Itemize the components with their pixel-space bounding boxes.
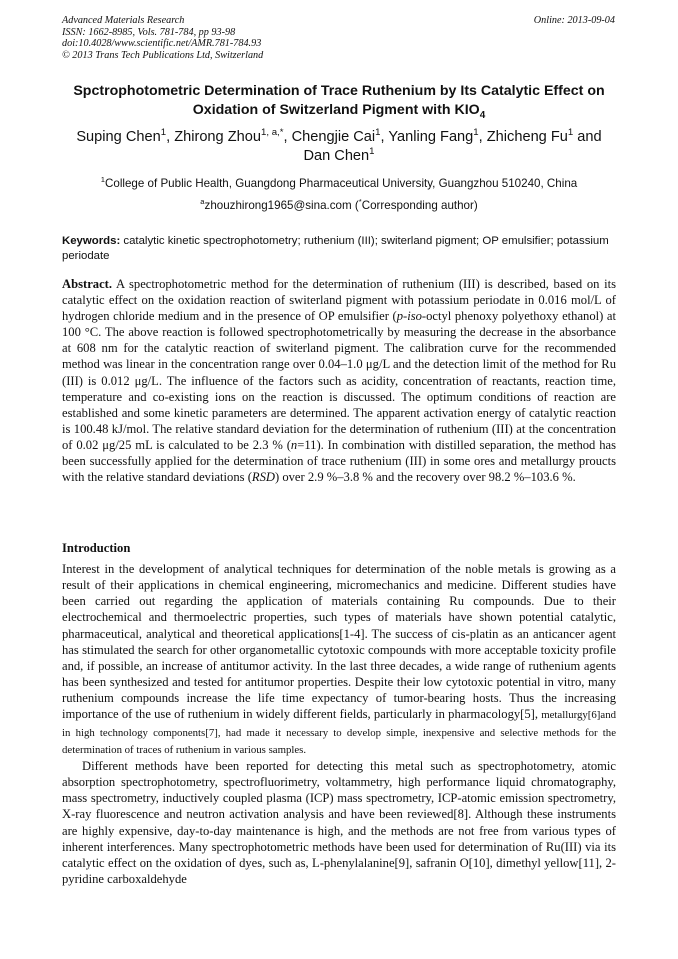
issn-line: ISSN: 1662-8985, Vols. 781-784, pp 93-98 xyxy=(62,26,236,38)
introduction-body xyxy=(62,561,616,887)
author-separator: , xyxy=(283,129,292,145)
title-text: Spctrophotometric Determination of Trace Ruthenium by Its Catalytic Effect on Oxidation of Switzerland Pigment with KIO xyxy=(73,83,605,118)
abstract-italic: RSD xyxy=(251,470,275,485)
journal-name: Advanced Materials Research xyxy=(62,15,185,26)
section-heading-introduction: Introduction xyxy=(62,541,131,555)
intro-paragraph xyxy=(62,561,616,758)
keywords-text: catalytic kinetic spectrophotometry; ruthenium (III); switerland pigment; OP emulsifier; potassium periodate xyxy=(62,235,609,262)
author-separator: , xyxy=(478,129,487,145)
corresponding-mark: * xyxy=(358,197,362,207)
author-name: Dan Chen xyxy=(303,148,370,164)
author-name: Yanling Fang xyxy=(388,129,474,145)
author-affil-mark: 1 xyxy=(160,127,167,139)
author-affil-mark: 1 xyxy=(375,127,381,139)
author-affil-mark: 1, a,* xyxy=(261,127,284,139)
title-subscript: 4 xyxy=(479,109,486,121)
affiliation-text: College of Public Health, Guangdong Pharmaceutical University, Guangzhou 510240, China xyxy=(105,177,578,190)
abstract-italic: n xyxy=(290,437,298,452)
author-affil-mark: 1 xyxy=(369,146,375,158)
abstract xyxy=(62,276,616,485)
abstract-text: ) over 2.9 %–3.8 % and the recovery over 98.2 %–103.6 %. xyxy=(275,470,576,485)
intro-text: Interest in the development of analytical techniques for determination of the noble metals is growing as a result of their applications in chemical engineering, micromechanics and medicine. Different studies have been carried out regarding the application of materials containing Ru compounds. Due to their electrochemical and thermoelectric properties, such types of materials have shown potential catalytic, pharmaceutical, analytical and theoretical applications[1-4]. The success of cis-platin as an anticancer agent has stimulated the search for other organometallic cytotoxic compounds with more acceptable toxicity profile and, if possible, an increase of antitumor activity. In the last three decades, a wide range of ruthenium agents has been synthesized and tested for antitumor properties. Despite their low cytotoxic potential in vitro, many ruthenium compounds increase the life time expectancy of tumor-bearing hosts. Thus the increasing importance of the use of ruthenium in widely different fields, particularly in pharmacology[5], xyxy=(62,562,616,722)
abstract-label: Abstract. xyxy=(62,277,113,291)
abstract-text: =11). In combination with distilled separation, the method has been successfully applied for the determination of trace ruthenium (III) in some ores and metallurgy proucts with the relative standard deviations ( xyxy=(62,437,616,485)
author-affil-mark: 1 xyxy=(473,127,479,139)
author-name: Zhirong Zhou xyxy=(174,129,261,145)
abstract-text: A spectrophotometric method for the determination of ruthenium (III) is described, based on its catalytic effect on the oxidation reaction of switerland pigment with potassium periodate in 0.016 mol/L of hydrogen chloride medium and in the presence of OP emulsifier ( xyxy=(62,277,616,324)
email-address: zhouzhirong1965@sina.com xyxy=(204,199,352,212)
paper-title xyxy=(62,82,616,119)
intro-text-small: metallurgy[6]and in high technology components[7], had made it necessary to develop simple, inexpensive and selective methods for the determination of traces of ruthenium in various samples. xyxy=(62,709,616,756)
author-name: Suping Chen xyxy=(76,129,161,145)
email-note: Corresponding author) xyxy=(361,199,478,212)
email-note-open: ( xyxy=(351,199,359,212)
intro-paragraph: Different methods have been reported for detecting this metal such as spectrophotometry, atomic absorption spectrophotometry, spectrofluorimetry, voltammetry, high performance liquid chromatography, mass spectrometry, inductively coupled plasma (ICP) mass spectrometry, ICP-atomic emission spectrometry, X-ray fluorescence and neutron activation analysis and have been reviewed[8]. Although these instruments are highly expensive, day-to-day maintenance is high, and the methods are not free from various types of inherent interferences. Many spectrophotometric methods have been used for determination of Ru(III) via its catalytic effect on the oxidation of dyes, such as, L-phenylalanine[9], safranin O[10], dimethyl yellow[11], 2-pyridine carboxaldehyde xyxy=(62,758,616,886)
copyright-line: © 2013 Trans Tech Publications Ltd, Switzerland xyxy=(62,49,264,61)
affiliation-mark: 1 xyxy=(100,175,106,185)
keywords xyxy=(62,234,616,264)
corresponding-email xyxy=(62,198,616,213)
author-separator: and xyxy=(573,129,602,145)
abstract-italic: p-iso xyxy=(396,309,422,324)
doi-line: doi:10.4028/www.scientific.net/AMR.781-784.93 xyxy=(62,38,262,50)
online-date: Online: 2013-09-04 xyxy=(533,15,615,26)
author-list xyxy=(62,128,616,166)
affiliation xyxy=(62,176,616,191)
author-separator: , xyxy=(166,129,175,145)
author-name: Zhicheng Fu xyxy=(486,129,568,145)
author-affil-mark: 1 xyxy=(567,127,574,139)
author-separator: , xyxy=(380,129,389,145)
abstract-text: -octyl phenoxy polyethoxy ethanol) at 100 °C. The above reaction is followed spectrophotometrically by measuring the decrease in the absorbance at 608 nm for the catalytic reaction of switerland pigment. The calibration curve for the recommended method was linear in the concentration range over 0.04–1.0 μg/L and the detection limit of the method for Ru (III) is 0.012 μg/L. The influence of the factors such as acidity, concentration of reactants, reaction time, temperature and co-existing ions on the reaction is discussed. The optimum conditions of reaction are established and some kinetic parameters are determined. The apparent activation energy of catalytic reaction is 100.48 kJ/mol. The relative standard deviation for the determination of ruthenium (III) at the concentration of 0.02 μg/25 mL is calculated to be 2.3 % ( xyxy=(62,309,616,452)
email-mark: a xyxy=(200,197,205,207)
journal-header xyxy=(62,15,263,61)
author-name: Chengjie Cai xyxy=(291,129,376,145)
keywords-label: Keywords: xyxy=(62,235,121,247)
